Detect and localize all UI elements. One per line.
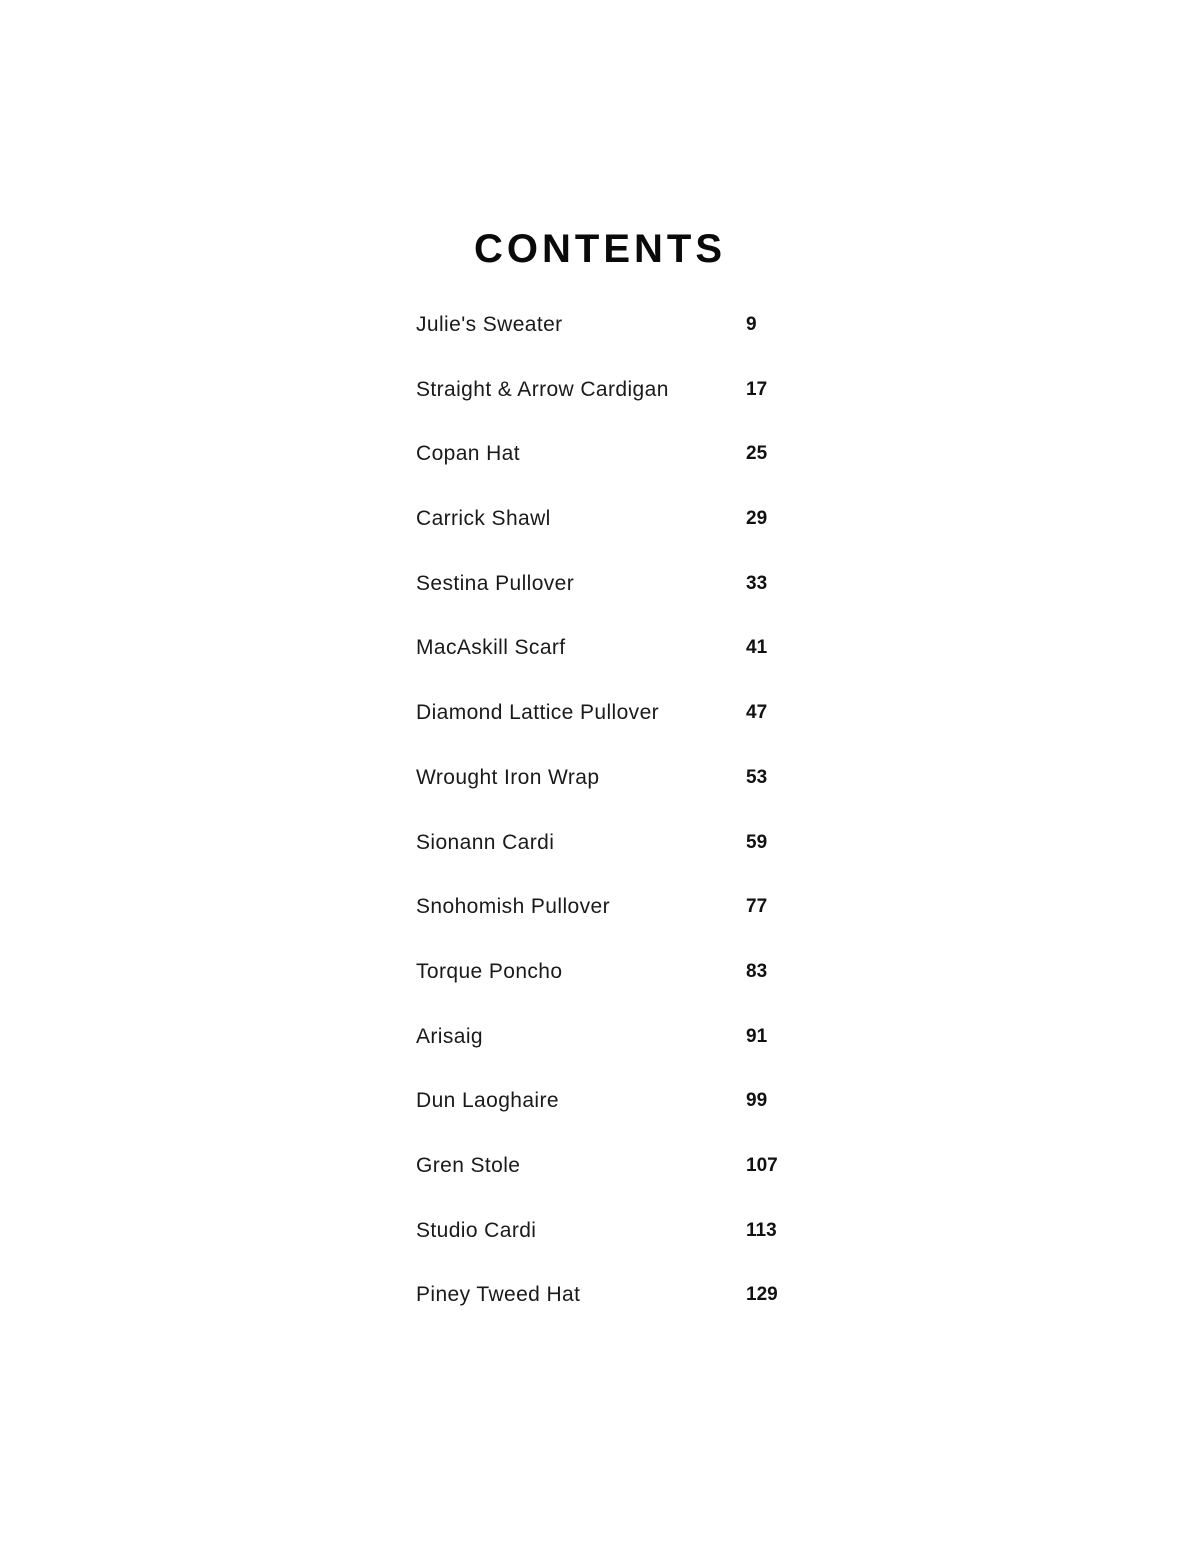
toc-entry-name: Diamond Lattice Pullover <box>416 701 660 725</box>
page-title: CONTENTS <box>474 226 726 271</box>
toc-entry[interactable] <box>416 374 836 439</box>
toc-entry-page: 83 <box>746 960 768 982</box>
toc-entry-page: 9 <box>746 314 757 335</box>
toc-entry-page: 25 <box>746 443 768 465</box>
table-of-contents <box>416 309 836 1344</box>
toc-entry-page: 91 <box>746 1025 768 1047</box>
toc-entry-name: Carrick Shawl <box>416 507 551 531</box>
toc-entry[interactable] <box>416 632 836 697</box>
toc-entry-name: Straight & Arrow Cardigan <box>416 377 669 401</box>
toc-entry-name: Torque Poncho <box>416 959 563 983</box>
toc-entry-name: Sestina Pullover <box>416 571 575 595</box>
toc-entry-name: Copan Hat <box>416 442 520 466</box>
toc-entry-page: 59 <box>746 831 768 853</box>
toc-entry[interactable] <box>416 697 836 762</box>
toc-entry[interactable] <box>416 1150 836 1215</box>
toc-entry[interactable] <box>416 762 836 827</box>
toc-entry[interactable] <box>416 1021 836 1086</box>
toc-entry[interactable] <box>416 827 836 892</box>
toc-entry-name: Snohomish Pullover <box>416 895 610 919</box>
toc-entry-name: Gren Stole <box>416 1153 521 1177</box>
toc-entry-name: Dun Laoghaire <box>416 1089 559 1113</box>
toc-entry-name: Wrought Iron Wrap <box>416 765 600 789</box>
toc-entry[interactable] <box>416 568 836 633</box>
toc-entry-page: 107 <box>746 1154 778 1176</box>
toc-entry-name: Piney Tweed Hat <box>416 1283 581 1307</box>
toc-entry[interactable] <box>416 1085 836 1150</box>
toc-entry-page: 33 <box>746 572 768 594</box>
toc-entry-name: Sionann Cardi <box>416 830 555 854</box>
toc-entry-name: Arisaig <box>416 1024 483 1048</box>
toc-entry-page: 77 <box>746 896 768 918</box>
toc-entry-page: 41 <box>746 637 768 659</box>
toc-entry-name: MacAskill Scarf <box>416 636 566 660</box>
toc-entry[interactable] <box>416 1215 836 1280</box>
toc-entry[interactable] <box>416 956 836 1021</box>
toc-entry[interactable] <box>416 309 836 374</box>
toc-entry-page: 47 <box>746 702 768 724</box>
toc-entry[interactable] <box>416 503 836 568</box>
toc-entry-name: Julie's Sweater <box>416 313 563 336</box>
toc-entry-page: 113 <box>746 1219 777 1241</box>
toc-entry[interactable] <box>416 1279 836 1344</box>
toc-entry[interactable] <box>416 438 836 503</box>
toc-entry-page: 29 <box>746 508 768 530</box>
toc-entry[interactable] <box>416 891 836 956</box>
toc-entry-page: 129 <box>746 1284 778 1306</box>
toc-entry-page: 53 <box>746 766 768 788</box>
toc-entry-page: 17 <box>746 378 768 400</box>
toc-entry-page: 99 <box>746 1090 768 1112</box>
toc-entry-name: Studio Cardi <box>416 1218 537 1242</box>
